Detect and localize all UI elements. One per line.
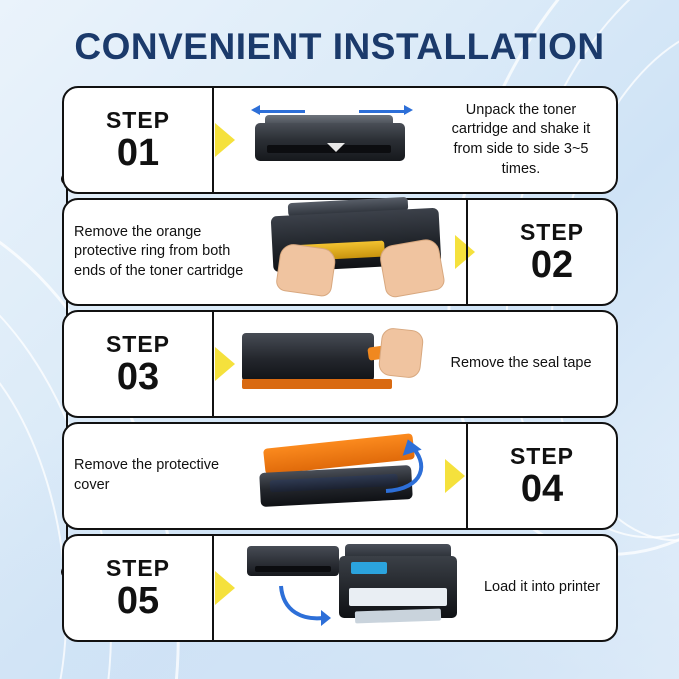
- step-label-05: [64, 536, 212, 640]
- step-divider-05: [212, 536, 214, 640]
- step-divider-03: [212, 312, 214, 416]
- chevron-right-icon: [452, 200, 478, 304]
- step-number-04: 04: [520, 467, 564, 510]
- step-label-02: [478, 200, 626, 304]
- step-divider-01: [212, 88, 214, 192]
- step-word-02: STEP: [519, 218, 585, 245]
- printer-load-icon: [243, 542, 463, 634]
- page-title: CONVENIENT INSTALLATION: [74, 26, 605, 67]
- step-card-01: [62, 86, 618, 194]
- step-artwork-03: [238, 312, 426, 416]
- step-number-03: 03: [116, 355, 160, 398]
- chevron-right-icon: [212, 536, 238, 640]
- step-number-05: 05: [116, 579, 160, 622]
- curved-arrow-icon: [380, 437, 434, 502]
- step-description-03: Remove the seal tape: [450, 355, 592, 372]
- step-label-04: [468, 424, 616, 528]
- step-label-01: [64, 88, 212, 192]
- printer-icon: [339, 544, 457, 630]
- step-artwork-05: [238, 536, 468, 640]
- chevron-right-icon: [442, 424, 468, 528]
- seal-tape-pull-icon: [242, 325, 422, 403]
- step-number-01: 01: [116, 131, 160, 174]
- step-artwork-04: [254, 424, 442, 528]
- chevron-right-icon: [212, 88, 238, 192]
- step-description-01: Unpack the toner cartridge and shake it from side to side 3~5 times.: [451, 101, 591, 177]
- step-card-05: [62, 534, 618, 642]
- toner-cartridge-icon: [247, 109, 417, 171]
- step-word-04: STEP: [509, 442, 575, 469]
- step-number-02: 02: [530, 243, 574, 286]
- step-word-05: STEP: [105, 554, 171, 581]
- step-description-05: Load it into printer: [483, 579, 601, 596]
- step-divider-04: [466, 424, 468, 528]
- steps-list: [62, 86, 618, 646]
- curved-arrow-icon: [277, 582, 331, 633]
- hands-removing-ring-icon: [262, 206, 452, 298]
- step-word-03: STEP: [105, 330, 171, 357]
- step-description-04: Remove the protective cover: [74, 457, 220, 493]
- step-artwork-01: [238, 88, 426, 192]
- protective-cover-icon: [258, 435, 438, 517]
- step-description-02: Remove the orange protective ring from both ends of the toner cartridge: [74, 223, 244, 279]
- step-divider-02: [466, 200, 468, 304]
- step-word-01: STEP: [105, 106, 171, 133]
- step-label-03: [64, 312, 212, 416]
- chevron-right-icon: [212, 312, 238, 416]
- step-card-02: [62, 198, 618, 306]
- step-artwork-02: [262, 200, 452, 304]
- step-card-03: [62, 310, 618, 418]
- step-card-04: [62, 422, 618, 530]
